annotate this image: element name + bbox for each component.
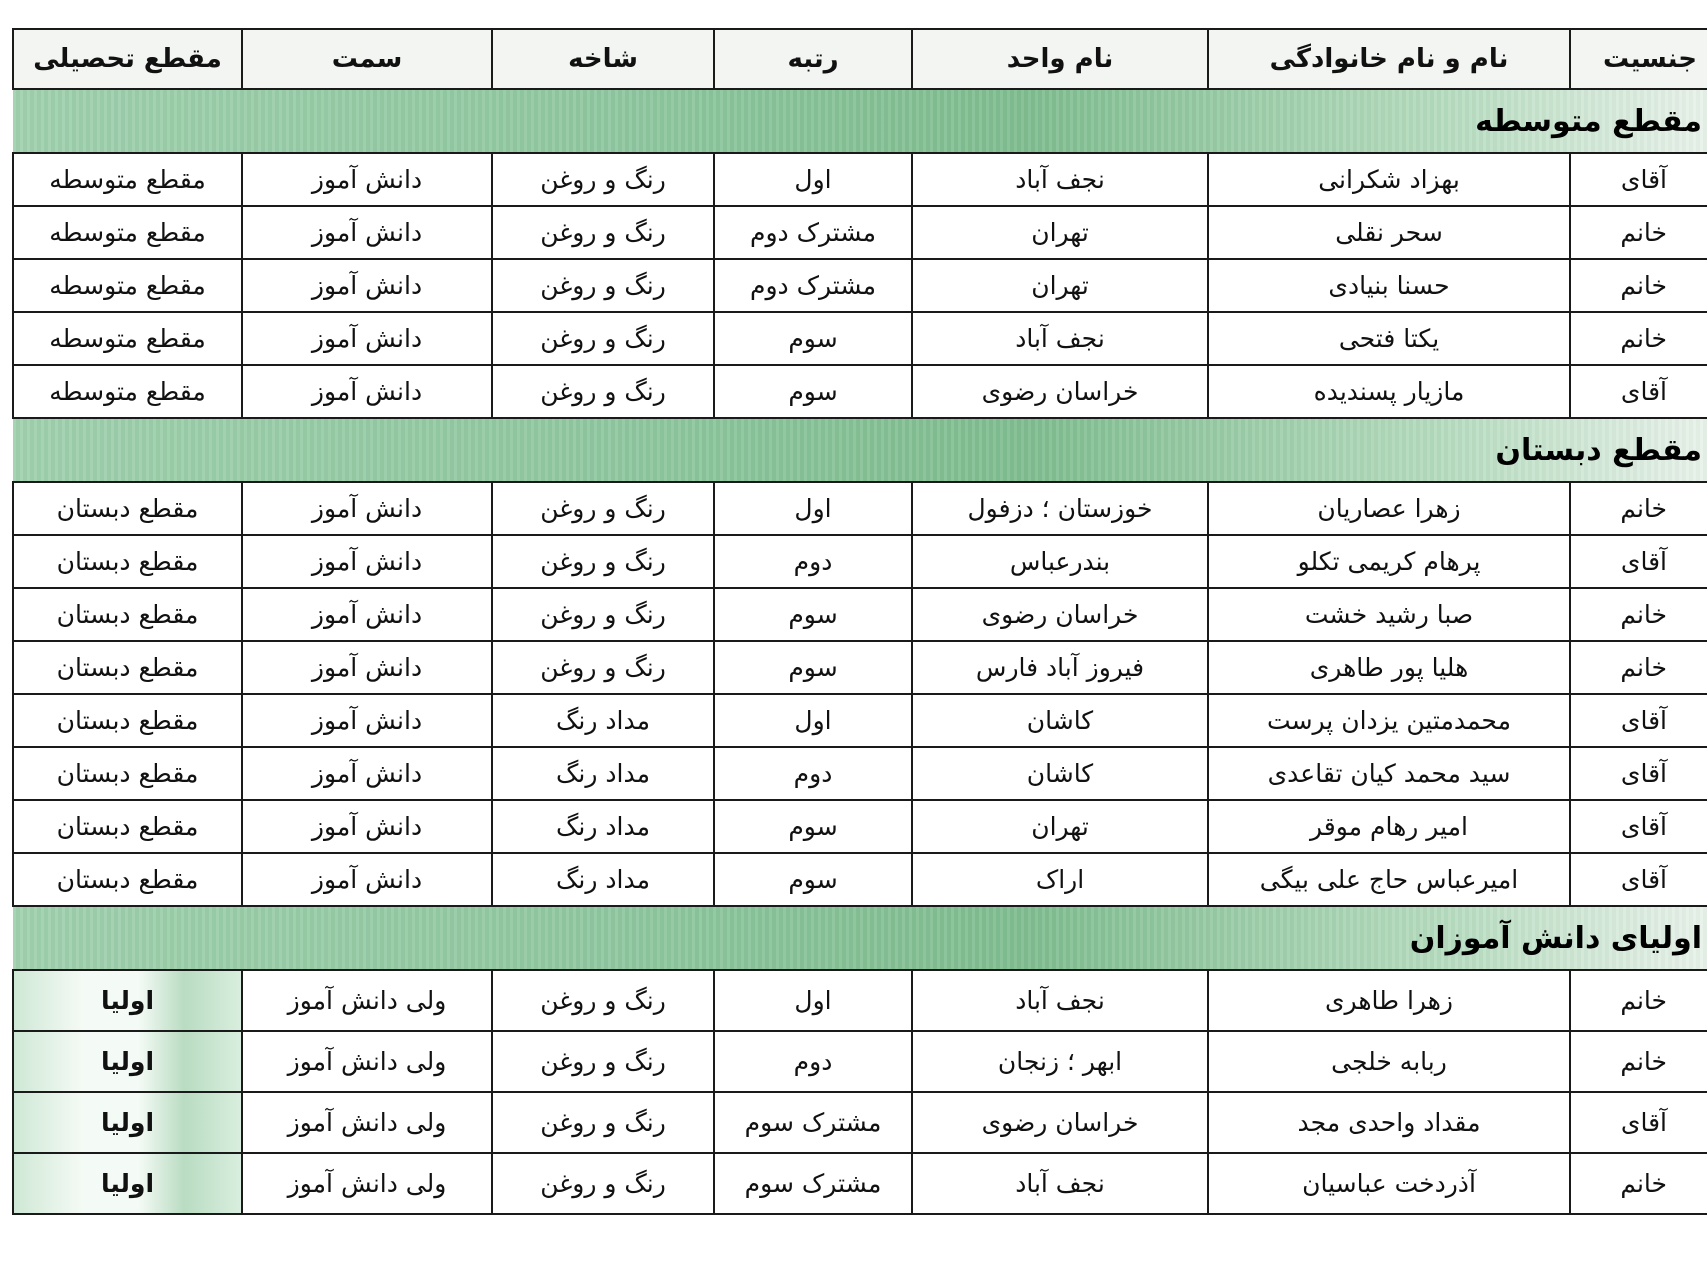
- role-text: دانش آموز: [311, 218, 423, 247]
- rank-text: سوم: [788, 600, 838, 629]
- section-header-row: [13, 418, 1707, 482]
- unit-text: کاشان: [1026, 706, 1094, 735]
- level-text: مقطع دبستان: [56, 494, 199, 523]
- cell-unit: [912, 641, 1208, 694]
- cell-role: [242, 641, 492, 694]
- branch-text: رنگ و روغن: [540, 377, 666, 406]
- branch-text: رنگ و روغن: [540, 653, 666, 682]
- branch-text: مداد رنگ: [556, 865, 650, 894]
- table-row: [13, 800, 1707, 853]
- table-row: [13, 482, 1707, 535]
- cell-branch: [492, 259, 714, 312]
- cell-role: [242, 853, 492, 906]
- cell-role: [242, 1031, 492, 1092]
- cell-gender: [1570, 535, 1707, 588]
- cell-name: [1208, 1092, 1570, 1153]
- cell-level: [13, 482, 242, 535]
- branch-text: رنگ و روغن: [540, 218, 666, 247]
- section-band: [13, 89, 1707, 153]
- cell-branch: [492, 800, 714, 853]
- cell-rank: [714, 153, 912, 206]
- cell-role: [242, 206, 492, 259]
- gender-text: آقای: [1620, 812, 1667, 841]
- cell-level: [13, 206, 242, 259]
- cell-gender: [1570, 853, 1707, 906]
- cell-branch: [492, 1031, 714, 1092]
- cell-gender: [1570, 588, 1707, 641]
- cell-rank: [714, 1153, 912, 1214]
- role-text: ولی دانش آموز: [287, 986, 447, 1015]
- section-title: مقطع متوسطه: [1475, 103, 1702, 139]
- header-name: نام و نام خانوادگی: [1208, 29, 1570, 89]
- winners-table: [12, 28, 1707, 1215]
- unit-text: خراسان رضوی: [981, 1108, 1139, 1137]
- gender-text: آقای: [1620, 759, 1667, 788]
- cell-unit: [912, 259, 1208, 312]
- cell-unit: [912, 1153, 1208, 1214]
- cell-unit: [912, 853, 1208, 906]
- cell-name: [1208, 694, 1570, 747]
- unit-text: خراسان رضوی: [981, 600, 1139, 629]
- rank-text: اول: [794, 494, 832, 523]
- name-text: محمدمتین یزدان پرست: [1267, 706, 1511, 735]
- section-title: مقطع دبستان: [1495, 432, 1702, 468]
- name-text: سید محمد کیان تقاعدی: [1267, 759, 1511, 788]
- level-text: اولیا: [100, 1047, 155, 1076]
- cell-rank: [714, 312, 912, 365]
- name-text: ربابه خلجی: [1331, 1047, 1447, 1076]
- cell-name: [1208, 482, 1570, 535]
- cell-name: [1208, 153, 1570, 206]
- cell-gender: [1570, 206, 1707, 259]
- branch-text: رنگ و روغن: [540, 324, 666, 353]
- table-row: [13, 641, 1707, 694]
- cell-unit: [912, 747, 1208, 800]
- name-text: صبا رشید خشت: [1304, 600, 1474, 629]
- level-text: مقطع دبستان: [56, 812, 199, 841]
- rank-text: سوم: [788, 324, 838, 353]
- cell-rank: [714, 365, 912, 418]
- cell-unit: [912, 365, 1208, 418]
- table-row: [13, 694, 1707, 747]
- gender-text: خانم: [1620, 218, 1667, 247]
- unit-text: نجف آباد: [1015, 324, 1105, 353]
- cell-branch: [492, 312, 714, 365]
- level-text: مقطع متوسطه: [49, 271, 206, 300]
- cell-rank: [714, 535, 912, 588]
- table-row: [13, 153, 1707, 206]
- cell-level: [13, 1153, 242, 1214]
- role-text: ولی دانش آموز: [287, 1047, 447, 1076]
- unit-text: تهران: [1031, 218, 1089, 247]
- document-page: [12, 28, 1707, 1215]
- rank-text: مشترک دوم: [749, 218, 877, 247]
- name-text: یکتا فتحی: [1338, 324, 1440, 353]
- role-text: دانش آموز: [311, 377, 423, 406]
- level-text: مقطع متوسطه: [49, 377, 206, 406]
- cell-name: [1208, 206, 1570, 259]
- unit-text: تهران: [1031, 812, 1089, 841]
- header-unit: نام واحد: [912, 29, 1208, 89]
- cell-unit: [912, 970, 1208, 1031]
- cell-level: [13, 853, 242, 906]
- cell-gender: [1570, 1153, 1707, 1214]
- level-text: مقطع دبستان: [56, 706, 199, 735]
- section-header-row: [13, 906, 1707, 970]
- gender-text: خانم: [1620, 600, 1667, 629]
- role-text: دانش آموز: [311, 706, 423, 735]
- name-text: زهرا طاهری: [1324, 986, 1453, 1015]
- cell-rank: [714, 970, 912, 1031]
- rank-text: سوم: [788, 812, 838, 841]
- cell-branch: [492, 694, 714, 747]
- cell-gender: [1570, 153, 1707, 206]
- branch-text: رنگ و روغن: [540, 547, 666, 576]
- level-text: اولیا: [100, 1169, 155, 1198]
- cell-gender: [1570, 1092, 1707, 1153]
- name-text: هلیا پور طاهری: [1309, 653, 1469, 682]
- header-rank: رتبه: [714, 29, 912, 89]
- table-body: [13, 89, 1707, 1214]
- gender-text: آقای: [1620, 865, 1667, 894]
- cell-rank: [714, 694, 912, 747]
- gender-text: خانم: [1620, 1169, 1667, 1198]
- role-text: دانش آموز: [311, 759, 423, 788]
- unit-text: نجف آباد: [1015, 986, 1105, 1015]
- gender-text: آقای: [1620, 547, 1667, 576]
- name-text: مازیار پسندیده: [1313, 377, 1465, 406]
- cell-level: [13, 694, 242, 747]
- level-text: مقطع دبستان: [56, 547, 199, 576]
- cell-role: [242, 970, 492, 1031]
- gender-text: خانم: [1620, 986, 1667, 1015]
- cell-name: [1208, 800, 1570, 853]
- gender-text: آقای: [1620, 706, 1667, 735]
- cell-level: [13, 365, 242, 418]
- level-text: مقطع متوسطه: [49, 324, 206, 353]
- gender-text: خانم: [1620, 271, 1667, 300]
- cell-role: [242, 153, 492, 206]
- cell-role: [242, 312, 492, 365]
- cell-unit: [912, 694, 1208, 747]
- unit-text: اراک: [1035, 865, 1085, 894]
- rank-text: مشترک سوم: [744, 1108, 882, 1137]
- cell-role: [242, 259, 492, 312]
- cell-unit: [912, 588, 1208, 641]
- unit-text: تهران: [1031, 271, 1089, 300]
- cell-role: [242, 694, 492, 747]
- cell-gender: [1570, 1031, 1707, 1092]
- cell-unit: [912, 800, 1208, 853]
- cell-unit: [912, 206, 1208, 259]
- table-row: [13, 1092, 1707, 1153]
- section-title: اولیای دانش آموزان: [1409, 920, 1702, 956]
- section-band: [13, 418, 1707, 482]
- cell-gender: [1570, 694, 1707, 747]
- cell-unit: [912, 153, 1208, 206]
- role-text: دانش آموز: [311, 865, 423, 894]
- cell-unit: [912, 535, 1208, 588]
- role-text: دانش آموز: [311, 165, 423, 194]
- cell-gender: [1570, 365, 1707, 418]
- gender-text: خانم: [1620, 653, 1667, 682]
- cell-level: [13, 259, 242, 312]
- table-row: [13, 312, 1707, 365]
- role-text: دانش آموز: [311, 324, 423, 353]
- cell-name: [1208, 588, 1570, 641]
- cell-level: [13, 153, 242, 206]
- branch-text: رنگ و روغن: [540, 1108, 666, 1137]
- unit-text: خراسان رضوی: [981, 377, 1139, 406]
- header-branch: شاخه: [492, 29, 714, 89]
- branch-text: مداد رنگ: [556, 759, 650, 788]
- name-text: مقداد واحدی مجد: [1297, 1108, 1481, 1137]
- cell-unit: [912, 482, 1208, 535]
- cell-level: [13, 535, 242, 588]
- header-gender: جنسیت: [1570, 29, 1707, 89]
- level-text: مقطع دبستان: [56, 865, 199, 894]
- cell-branch: [492, 970, 714, 1031]
- cell-rank: [714, 747, 912, 800]
- cell-gender: [1570, 482, 1707, 535]
- cell-role: [242, 365, 492, 418]
- unit-text: ابهر ؛ زنجان: [997, 1047, 1123, 1076]
- cell-name: [1208, 641, 1570, 694]
- role-text: ولی دانش آموز: [287, 1169, 447, 1198]
- cell-branch: [492, 588, 714, 641]
- table-row: [13, 1031, 1707, 1092]
- name-text: بهزاد شکرانی: [1318, 165, 1460, 194]
- header-role: سمت: [242, 29, 492, 89]
- table-row: [13, 1153, 1707, 1214]
- rank-text: سوم: [788, 377, 838, 406]
- cell-level: [13, 800, 242, 853]
- unit-text: نجف آباد: [1015, 1169, 1105, 1198]
- cell-branch: [492, 1092, 714, 1153]
- cell-role: [242, 482, 492, 535]
- cell-name: [1208, 259, 1570, 312]
- rank-text: دوم: [793, 547, 833, 576]
- branch-text: مداد رنگ: [556, 812, 650, 841]
- cell-gender: [1570, 259, 1707, 312]
- cell-unit: [912, 1092, 1208, 1153]
- cell-gender: [1570, 970, 1707, 1031]
- name-text: امیر رهام موقر: [1310, 812, 1468, 841]
- table-row: [13, 747, 1707, 800]
- cell-gender: [1570, 641, 1707, 694]
- cell-branch: [492, 206, 714, 259]
- cell-name: [1208, 365, 1570, 418]
- cell-rank: [714, 482, 912, 535]
- cell-name: [1208, 1031, 1570, 1092]
- level-text: اولیا: [100, 1108, 155, 1137]
- cell-name: [1208, 970, 1570, 1031]
- table-row: [13, 535, 1707, 588]
- cell-branch: [492, 535, 714, 588]
- name-text: حسنا بنیادی: [1328, 271, 1450, 300]
- cell-branch: [492, 365, 714, 418]
- cell-unit: [912, 1031, 1208, 1092]
- cell-rank: [714, 1031, 912, 1092]
- cell-rank: [714, 588, 912, 641]
- cell-name: [1208, 535, 1570, 588]
- table-row: [13, 206, 1707, 259]
- table-row: [13, 365, 1707, 418]
- header-level: مقطع تحصیلی: [13, 29, 242, 89]
- level-text: مقطع دبستان: [56, 759, 199, 788]
- cell-branch: [492, 747, 714, 800]
- branch-text: رنگ و روغن: [540, 1169, 666, 1198]
- cell-rank: [714, 853, 912, 906]
- cell-level: [13, 1031, 242, 1092]
- cell-rank: [714, 259, 912, 312]
- cell-level: [13, 588, 242, 641]
- rank-text: دوم: [793, 1047, 833, 1076]
- gender-text: خانم: [1620, 494, 1667, 523]
- level-text: اولیا: [100, 986, 155, 1015]
- role-text: دانش آموز: [311, 547, 423, 576]
- name-text: سحر نقلی: [1335, 218, 1443, 247]
- unit-text: کاشان: [1026, 759, 1094, 788]
- section-header-row: [13, 89, 1707, 153]
- unit-text: فیروز آباد فارس: [975, 653, 1145, 682]
- cell-level: [13, 312, 242, 365]
- role-text: ولی دانش آموز: [287, 1108, 447, 1137]
- cell-branch: [492, 641, 714, 694]
- unit-text: نجف آباد: [1015, 165, 1105, 194]
- name-text: پرهام کریمی تکلو: [1297, 547, 1481, 576]
- cell-level: [13, 1092, 242, 1153]
- branch-text: رنگ و روغن: [540, 165, 666, 194]
- level-text: مقطع متوسطه: [49, 218, 206, 247]
- cell-branch: [492, 853, 714, 906]
- cell-name: [1208, 312, 1570, 365]
- level-text: مقطع متوسطه: [49, 165, 206, 194]
- cell-rank: [714, 641, 912, 694]
- cell-rank: [714, 1092, 912, 1153]
- cell-role: [242, 535, 492, 588]
- cell-role: [242, 747, 492, 800]
- table-row: [13, 588, 1707, 641]
- header-row: [13, 29, 1707, 89]
- cell-branch: [492, 1153, 714, 1214]
- name-text: امیرعباس حاج علی بیگی: [1259, 865, 1519, 894]
- level-text: مقطع دبستان: [56, 653, 199, 682]
- cell-unit: [912, 312, 1208, 365]
- rank-text: اول: [794, 986, 832, 1015]
- section-band: [13, 906, 1707, 970]
- name-text: زهرا عصاریان: [1317, 494, 1461, 523]
- rank-text: اول: [794, 165, 832, 194]
- table-row: [13, 970, 1707, 1031]
- gender-text: آقای: [1620, 1108, 1667, 1137]
- gender-text: خانم: [1620, 1047, 1667, 1076]
- cell-name: [1208, 747, 1570, 800]
- role-text: دانش آموز: [311, 653, 423, 682]
- gender-text: خانم: [1620, 324, 1667, 353]
- role-text: دانش آموز: [311, 271, 423, 300]
- branch-text: مداد رنگ: [556, 706, 650, 735]
- role-text: دانش آموز: [311, 494, 423, 523]
- name-text: آذردخت عباسیان: [1302, 1169, 1476, 1198]
- cell-role: [242, 1153, 492, 1214]
- rank-text: سوم: [788, 865, 838, 894]
- branch-text: رنگ و روغن: [540, 494, 666, 523]
- table-row: [13, 259, 1707, 312]
- cell-branch: [492, 153, 714, 206]
- branch-text: رنگ و روغن: [540, 986, 666, 1015]
- rank-text: دوم: [793, 759, 833, 788]
- role-text: دانش آموز: [311, 812, 423, 841]
- branch-text: رنگ و روغن: [540, 271, 666, 300]
- branch-text: رنگ و روغن: [540, 1047, 666, 1076]
- cell-role: [242, 1092, 492, 1153]
- unit-text: بندرعباس: [1009, 547, 1111, 576]
- rank-text: سوم: [788, 653, 838, 682]
- unit-text: خوزستان ؛ دزفول: [967, 494, 1153, 523]
- cell-branch: [492, 482, 714, 535]
- cell-name: [1208, 1153, 1570, 1214]
- role-text: دانش آموز: [311, 600, 423, 629]
- cell-level: [13, 747, 242, 800]
- cell-gender: [1570, 800, 1707, 853]
- rank-text: مشترک سوم: [744, 1169, 882, 1198]
- cell-role: [242, 588, 492, 641]
- cell-level: [13, 641, 242, 694]
- gender-text: آقای: [1620, 165, 1667, 194]
- cell-rank: [714, 206, 912, 259]
- rank-text: اول: [794, 706, 832, 735]
- cell-level: [13, 970, 242, 1031]
- table-row: [13, 853, 1707, 906]
- cell-gender: [1570, 312, 1707, 365]
- branch-text: رنگ و روغن: [540, 600, 666, 629]
- cell-rank: [714, 800, 912, 853]
- gender-text: آقای: [1620, 377, 1667, 406]
- cell-gender: [1570, 747, 1707, 800]
- level-text: مقطع دبستان: [56, 600, 199, 629]
- cell-role: [242, 800, 492, 853]
- cell-name: [1208, 853, 1570, 906]
- rank-text: مشترک دوم: [749, 271, 877, 300]
